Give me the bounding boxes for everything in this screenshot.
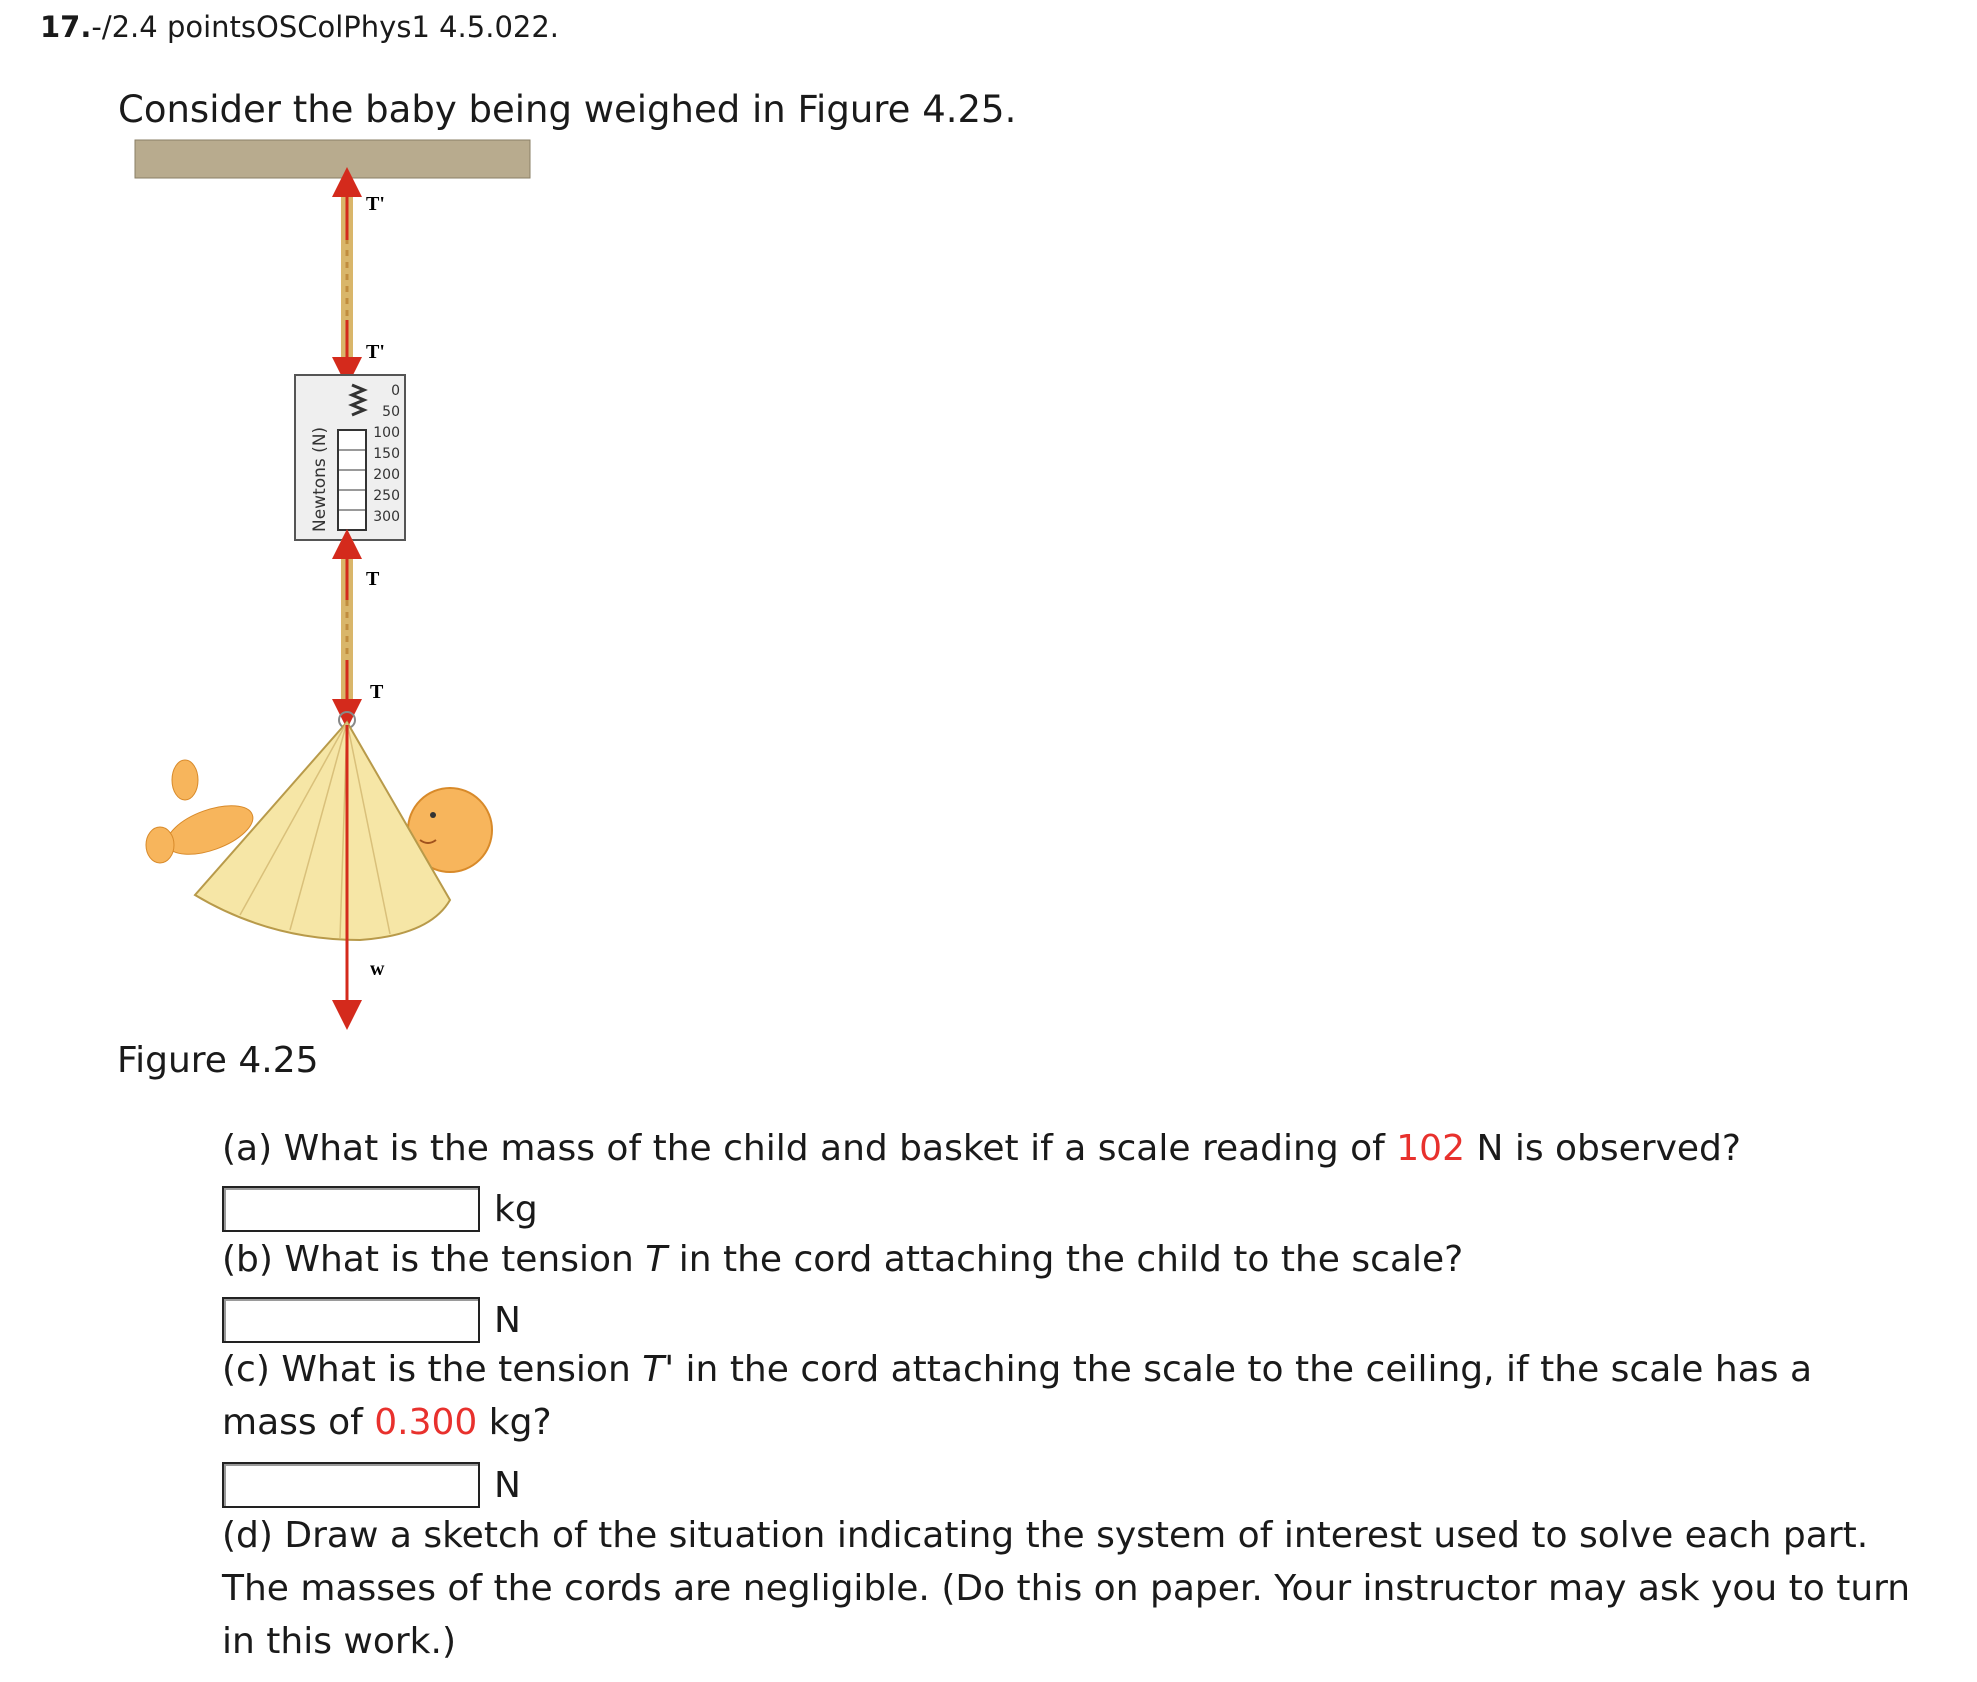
scale-tick: 100 [373,425,400,441]
answer-row-b [222,1297,521,1343]
question-header [40,10,559,44]
t-upper-label: T [366,568,380,590]
answer-input-b[interactable] [222,1297,480,1343]
scale-tick: 150 [373,446,400,462]
tension-var-t: T [645,1239,668,1280]
figure-caption: Figure 4.25 [117,1040,319,1081]
scale-bars [338,430,366,530]
answer-input-a[interactable] [222,1186,480,1232]
scale-axis-label: Newtons (N) [310,426,330,532]
question-a: (a) What is the mass of the child and basket if a scale reading of 102 N is observed? [222,1128,1742,1169]
answer-row-a [222,1186,538,1232]
question-prompt: Consider the baby being weighed in Figure 4.25. [118,88,1017,131]
question-points: -/2.4 points [91,10,257,44]
unit-b: N [494,1299,521,1341]
t-prime-top-label: T' [366,193,385,215]
scale-tick: 200 [373,467,400,483]
figure-4-25 [130,130,560,1030]
t-lower-label: T [370,681,384,703]
tension-var-t-prime: T' [642,1349,675,1390]
question-d: (d) Draw a sketch of the situation indicating the system of interest used to solve each part. The masses of the cords are negligible. (Do this on paper. Your instructor may ask you to turn in this work.) [222,1515,1911,1662]
unit-c: N [494,1464,521,1506]
scale-tick: 250 [373,488,400,504]
question-c: (c) What is the tension T' in the cord attaching the scale to the ceiling, if the scale has a mass of 0.300 kg? [222,1349,1813,1443]
scale-mass-value: 0.300 [374,1402,478,1443]
question-b: (b) What is the tension T in the cord attaching the child to the scale? [222,1239,1464,1280]
answer-input-c[interactable] [222,1462,480,1508]
t-prime-scale-label: T' [366,341,385,363]
unit-a: kg [494,1188,538,1230]
scale-reading-value: 102 [1396,1128,1465,1169]
question-code: OSColPhys1 4.5.022. [256,10,560,44]
question-number: 17. [40,10,92,44]
answer-row-c [222,1462,521,1508]
scale-tick: 300 [373,509,400,525]
scale-tick: 0 [391,383,400,399]
weight-label: w [370,958,385,980]
figure-diagram [130,130,560,1030]
scale-tick: 50 [382,404,400,420]
ceiling-bar [135,140,530,178]
